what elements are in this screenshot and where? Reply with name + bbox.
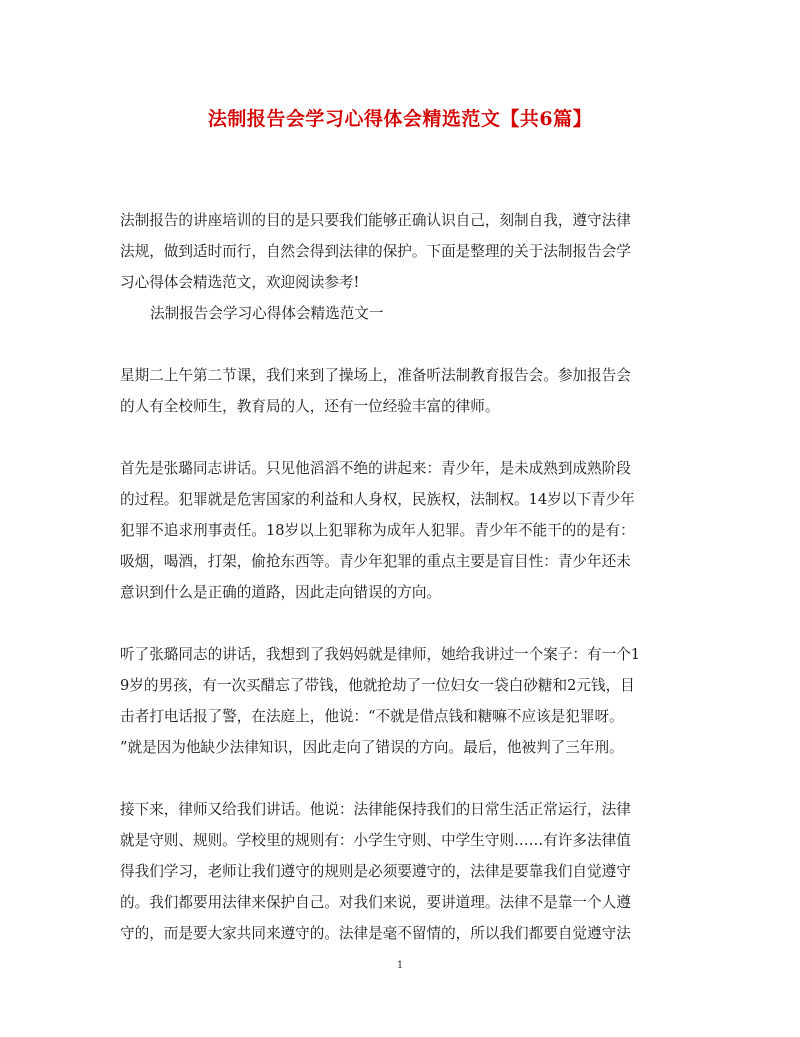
document-title: 法制报告会学习心得体会精选范文【共6篇】 (207, 108, 593, 130)
text-line: 首先是张璐同志讲话。只见他滔滔不绝的讲起来：青少年，是未成熟到成熟阶段 (120, 460, 631, 477)
text-line: 星期二上午第二节课，我们来到了操场上，准备听法制教育报告会。参加报告会 (120, 367, 631, 384)
text-line: 的人有全校师生，教育局的人，还有一位经验丰富的律师。 (120, 398, 500, 415)
section-heading: 法制报告会学习心得体会精选范文一 (150, 305, 384, 322)
text-line: 法制报告的讲座培训的目的是只要我们能够正确认识自己，刻制自我，遵守法律 (120, 212, 631, 229)
text-line: 就是守则、规则。学校里的规则有：小学生守则、中学生守则……有许多法律值 (120, 832, 631, 849)
text-line: 犯罪不追求刑事责任。18岁以上犯罪称为成年人犯罪。青少年不能干的的是有： (120, 522, 635, 539)
text-line: 法规，做到适时而行，自然会得到法律的保护。下面是整理的关于法制报告会学 (120, 243, 631, 260)
text-line: 的。我们都要用法律来保护自己。对我们来说，要讲道理。法律不是靠一个人遵 (120, 894, 631, 911)
text-line: 击者打电话报了警，在法庭上，他说：“不就是借点钱和糖嘛不应该是犯罪呀。 (120, 708, 624, 725)
text-line: 得我们学习，老师让我们遵守的规则是必须要遵守的，法律是要靠我们自觉遵守 (120, 863, 631, 880)
text-line: 习心得体会精选范文，欢迎阅读参考! (120, 274, 360, 291)
page-number: 1 (396, 960, 404, 971)
text-line: 的过程。犯罪就是危害国家的利益和人身权，民族权，法制权。14岁以下青少年 (120, 491, 635, 508)
paragraph (120, 360, 680, 422)
text-line: 意识到什么是正确的道路，因此走向错误的方向。 (120, 584, 442, 601)
paragraph (120, 639, 680, 763)
text-line: ”就是因为他缺少法律知识，因此走向了错误的方向。最后，他被判了三年刑。 (120, 739, 624, 756)
intro-paragraph (120, 205, 680, 298)
paragraph (120, 794, 680, 949)
text-line: 9岁的男孩，有一次买醋忘了带钱，他就抢劫了一位妇女一袋白砂糖和2元钱，目 (120, 677, 635, 694)
paragraph (120, 453, 680, 608)
text-line: 吸烟，喝酒，打架，偷抢东西等。青少年犯罪的重点主要是盲目性：青少年还未 (120, 553, 631, 570)
text-line: 听了张璐同志的讲话，我想到了我妈妈就是律师，她给我讲过一个案子：有一个1 (120, 646, 641, 663)
text-line: 接下来，律师又给我们讲话。他说：法律能保持我们的日常生活正常运行，法律 (120, 801, 631, 818)
text-line: 守的，而是要大家共同来遵守的。法律是毫不留情的，所以我们都要自觉遵守法 (120, 925, 631, 942)
document-body (120, 205, 680, 949)
